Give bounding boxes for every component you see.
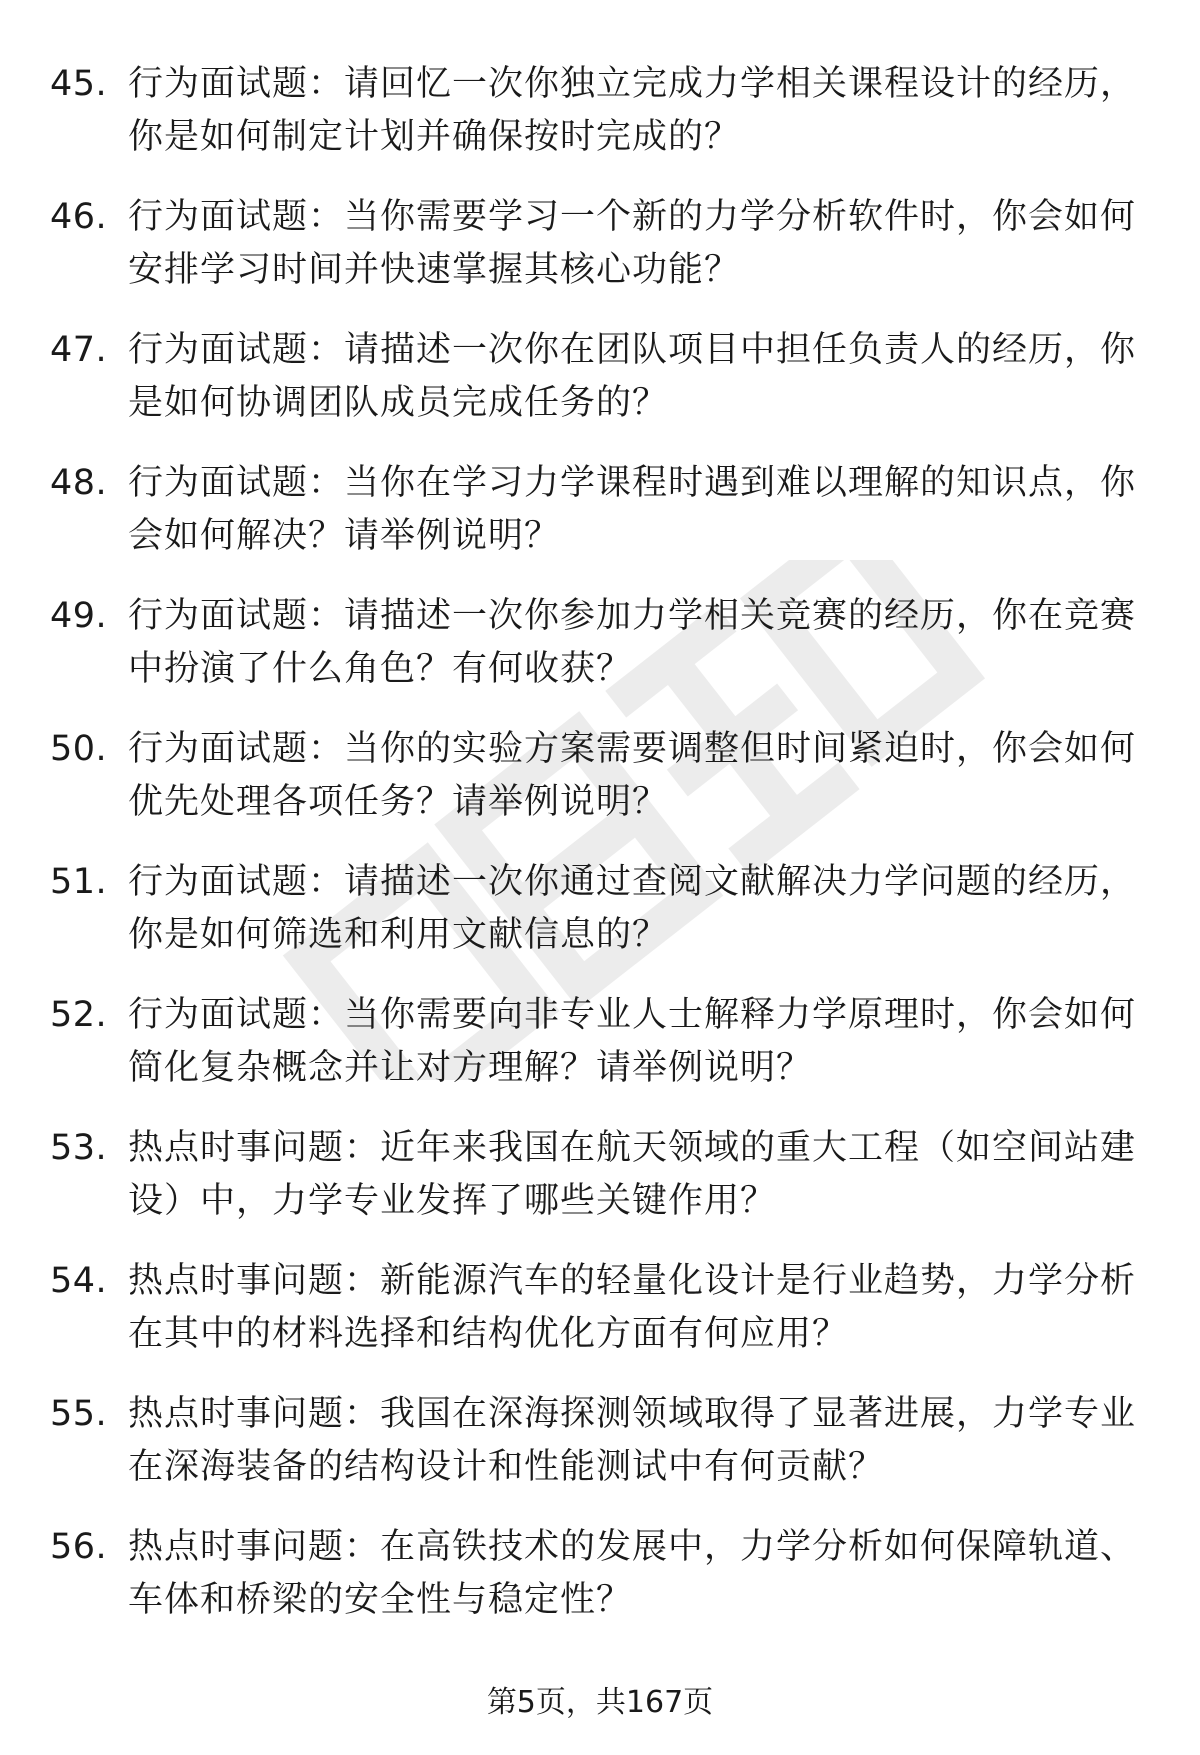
question-text: 热点时事问题：我国在深海探测领域取得了显著进展，力学专业在深海装备的结构设计和性能测试中有何贡献？ xyxy=(128,1394,1137,1487)
question-item xyxy=(50,723,1160,856)
question-text: 行为面试题：请回忆一次你独立完成力学相关课程设计的经历，你是如何制定计划并确保按时完成的？ xyxy=(128,64,1137,157)
question-item xyxy=(50,989,1160,1122)
question-item xyxy=(50,1521,1160,1654)
question-number: 54. xyxy=(50,1261,108,1301)
question-number: 47. xyxy=(50,330,108,370)
question-text: 行为面试题：当你需要向非专业人士解释力学原理时，你会如何简化复杂概念并让对方理解？请举例说明？ xyxy=(128,995,1137,1088)
question-text: 行为面试题：请描述一次你在团队项目中担任负责人的经历，你是如何协调团队成员完成任务的？ xyxy=(128,330,1137,423)
question-text: 行为面试题：当你在学习力学课程时遇到难以理解的知识点，你会如何解决？请举例说明？ xyxy=(128,463,1137,556)
question-item xyxy=(50,856,1160,989)
question-text: 热点时事问题：近年来我国在航天领域的重大工程（如空间站建设）中，力学专业发挥了哪些关键作用？ xyxy=(128,1128,1137,1221)
question-number: 52. xyxy=(50,995,108,1035)
question-number: 50. xyxy=(50,729,108,769)
question-item xyxy=(50,1388,1160,1521)
question-item xyxy=(50,1122,1160,1255)
question-item xyxy=(50,58,1160,191)
question-text: 行为面试题：当你的实验方案需要调整但时间紧迫时，你会如何优先处理各项任务？请举例说明？ xyxy=(128,729,1137,822)
question-text: 热点时事问题：在高铁技术的发展中，力学分析如何保障轨道、车体和桥梁的安全性与稳定性？ xyxy=(128,1527,1137,1620)
question-item xyxy=(50,1255,1160,1388)
question-number: 45. xyxy=(50,64,108,104)
question-text: 热点时事问题：新能源汽车的轻量化设计是行业趋势，力学分析在其中的材料选择和结构优化方面有何应用？ xyxy=(128,1261,1137,1354)
question-number: 56. xyxy=(50,1527,108,1567)
question-number: 48. xyxy=(50,463,108,503)
question-list xyxy=(50,58,1160,1654)
question-item xyxy=(50,324,1160,457)
question-text: 行为面试题：请描述一次你通过查阅文献解决力学问题的经历，你是如何筛选和利用文献信息的？ xyxy=(128,862,1137,955)
page-footer: 第5页，共167页 xyxy=(486,1685,714,1720)
question-number: 51. xyxy=(50,862,108,902)
question-number: 55. xyxy=(50,1394,108,1434)
question-item xyxy=(50,191,1160,324)
question-number: 49. xyxy=(50,596,108,636)
question-text: 行为面试题：请描述一次你参加力学相关竞赛的经历，你在竞赛中扮演了什么角色？有何收获？ xyxy=(128,596,1137,689)
question-item xyxy=(50,590,1160,723)
question-number: 53. xyxy=(50,1128,108,1168)
question-number: 46. xyxy=(50,197,108,237)
question-text: 行为面试题：当你需要学习一个新的力学分析软件时，你会如何安排学习时间并快速掌握其核心功能？ xyxy=(128,197,1137,290)
question-item xyxy=(50,457,1160,590)
